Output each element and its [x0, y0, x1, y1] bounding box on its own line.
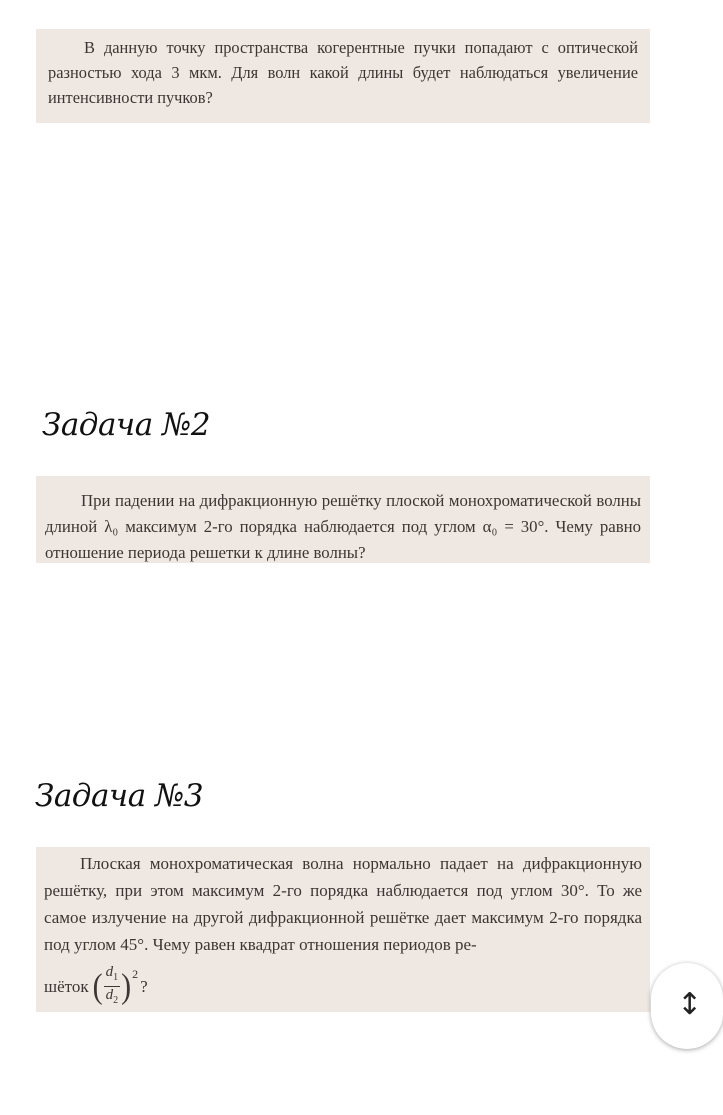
problem2-heading: Задача №2	[42, 407, 211, 443]
exponent: 2	[132, 967, 139, 981]
problem3-heading: Задача №3	[35, 778, 204, 814]
problem3-scan	[36, 847, 650, 1012]
formula-prefix: шёток	[44, 977, 89, 996]
problem3-text: Плоская монохроматическая волна нормально падает на дифракционную решётку, при этом максимум 2-го порядка наблюдается под углом 30°. То же самое излучение на другой дифракционной решётке дает максимум 2-го порядка под углом 45°. Чему равен квадрат отношения периодов ре-	[44, 854, 642, 954]
arrow-icon: ↕	[677, 987, 703, 1022]
problem1-text: В данную точку пространства когерентные пучки попадают с оптической разностью хода 3 мкм. Для волн какой длины будет наблюдаться увеличение интенсивности пучков?	[48, 38, 638, 107]
period-ratio-formula	[44, 964, 148, 1009]
right-paren: )	[121, 966, 132, 1005]
problem2-text: При падении на дифракционную решётку плоской монохроматической волны длиной λ₀ максимум 2-го порядка наблюдается под углом α₀ = 30°. Чему равно отношение периода решетки к длине волны?	[45, 491, 641, 562]
fraction	[104, 964, 121, 1009]
fraction-denominator: $d_2$	[105, 987, 119, 1006]
problem1-scan	[36, 29, 650, 123]
left-paren: (	[92, 966, 103, 1005]
scroll-button[interactable]	[651, 963, 723, 1049]
problem2-scan	[36, 476, 650, 563]
formula-suffix: ?	[140, 977, 148, 996]
fraction-numerator: $d_1$	[104, 964, 121, 987]
